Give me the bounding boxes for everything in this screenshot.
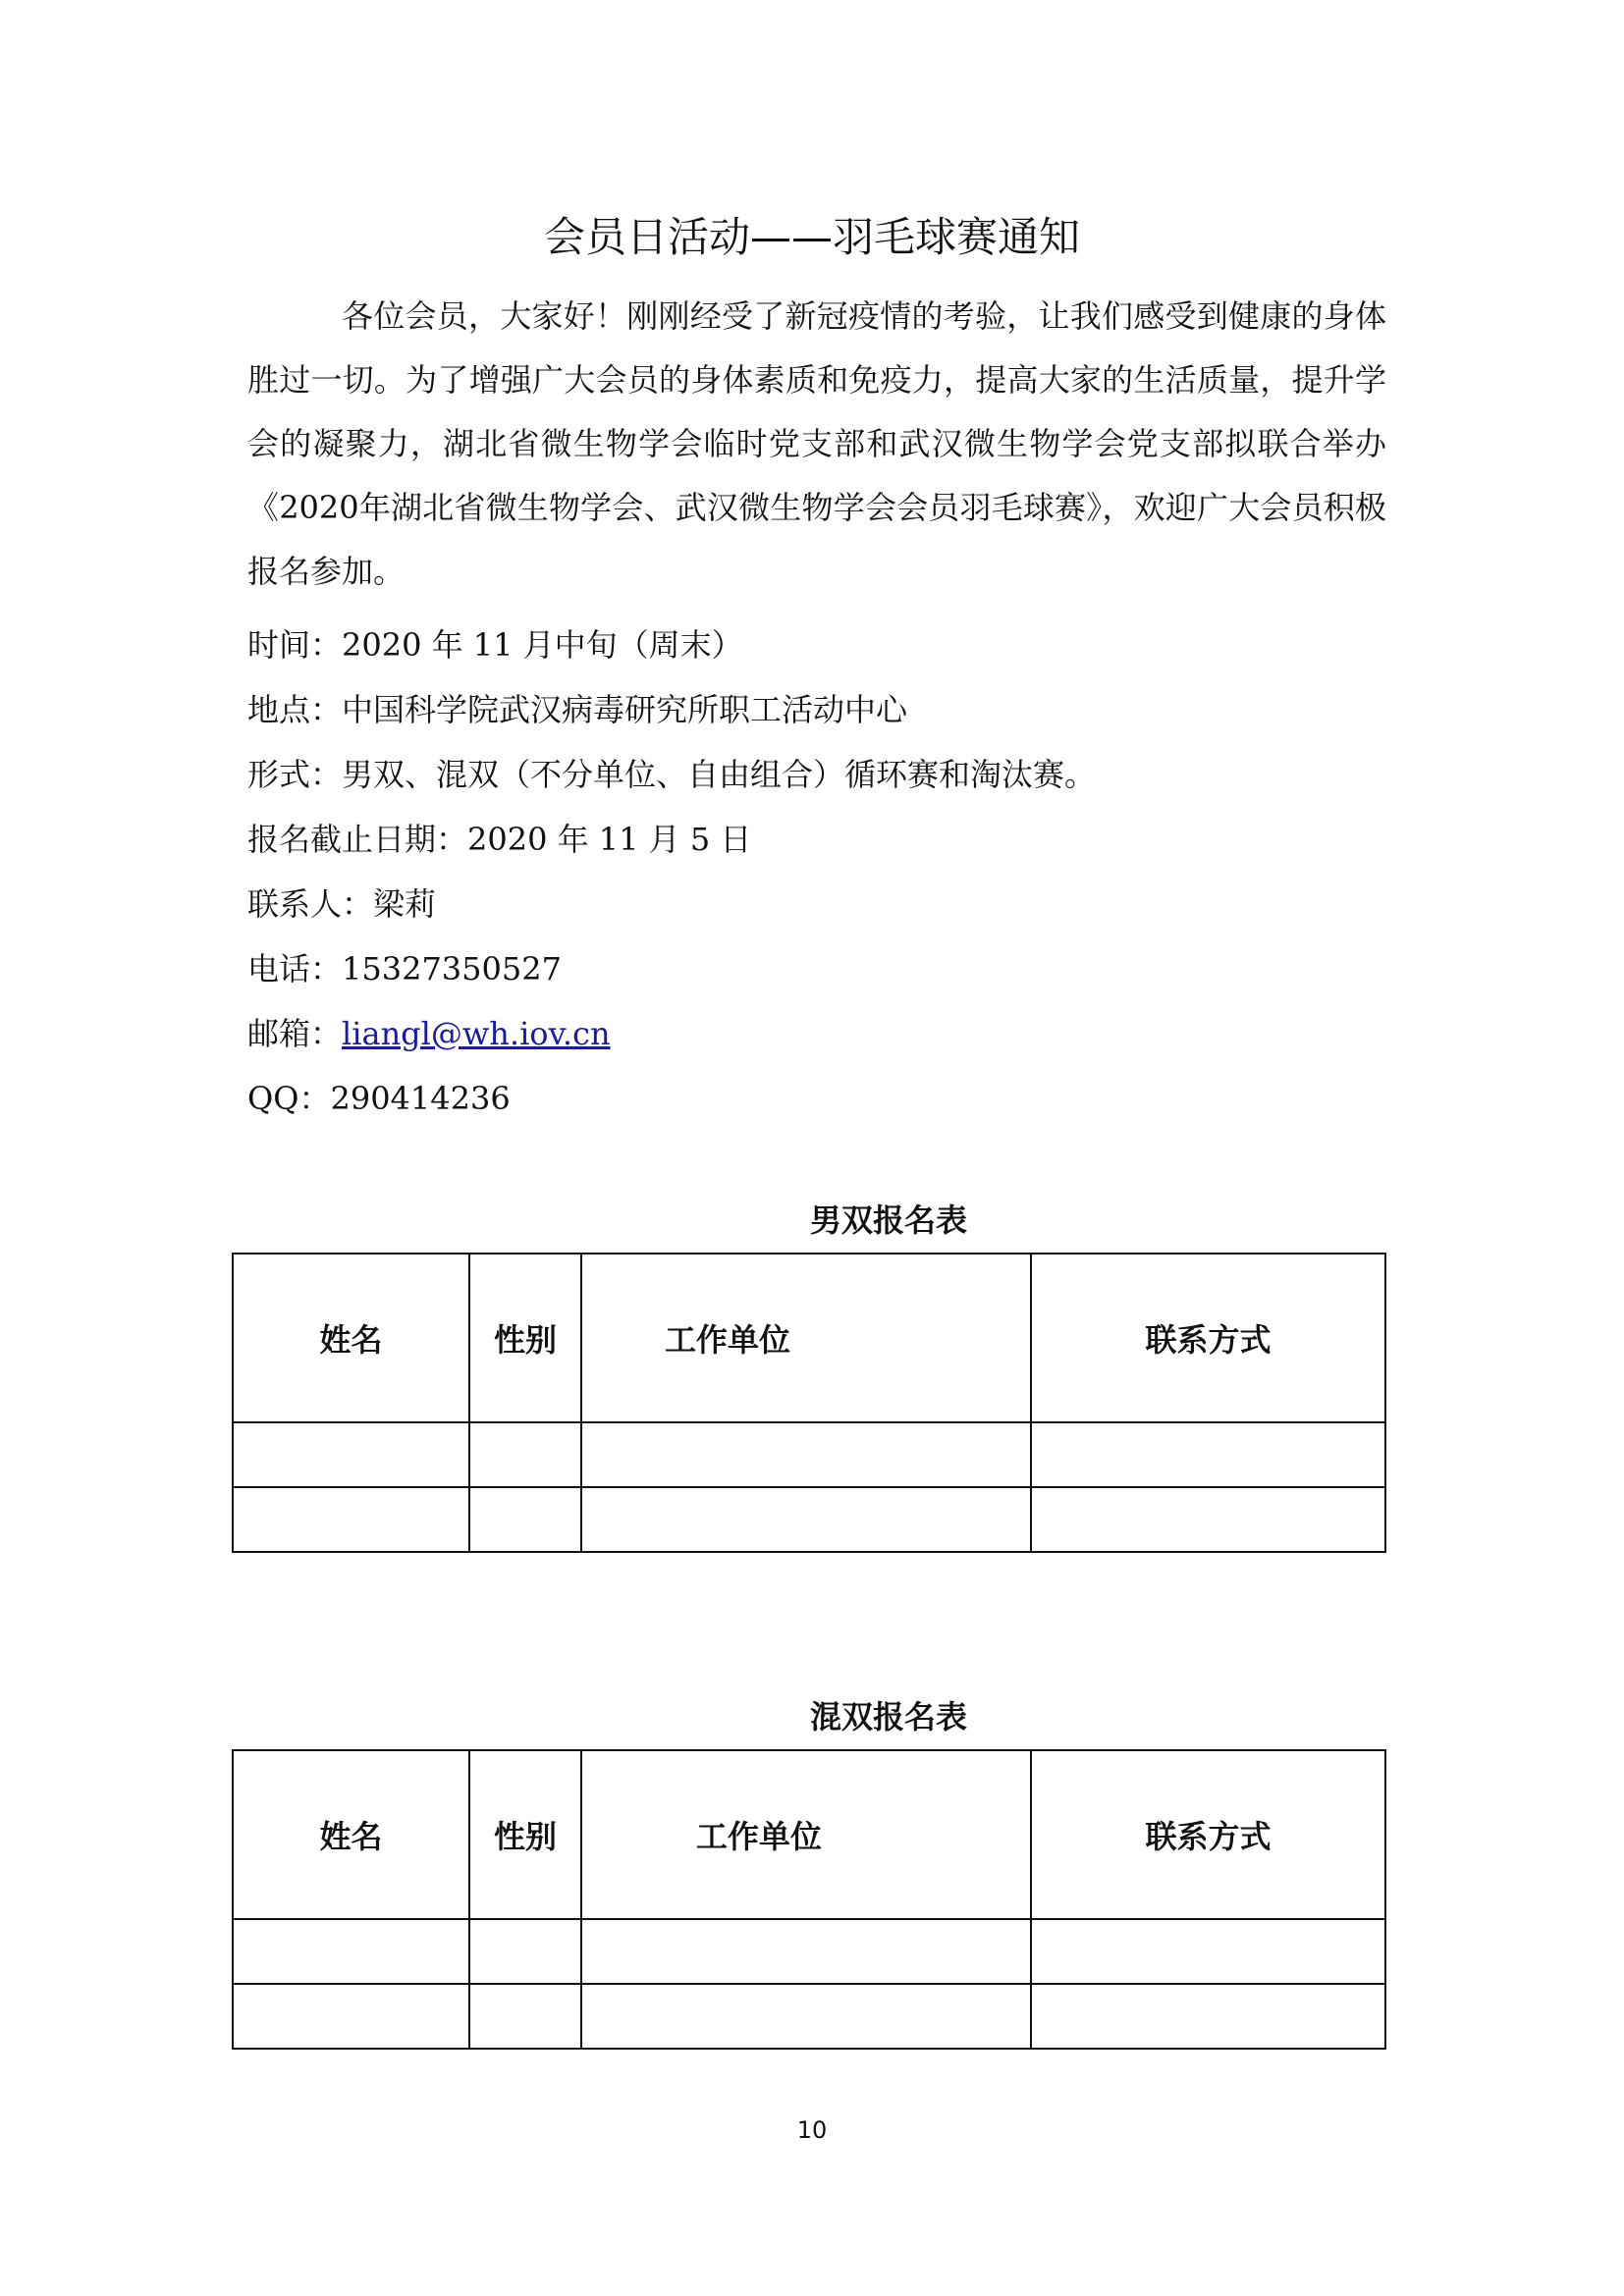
table-row: [233, 1984, 1385, 2049]
cell-unit[interactable]: [581, 1919, 1031, 1984]
header-gender: 性别: [469, 1750, 581, 1919]
table-title-mens-doubles: 男双报名表: [809, 1201, 967, 1239]
email-label: 邮箱：: [247, 1015, 343, 1052]
info-format: 形式：男双、混双（不分单位、自由组合）循环赛和淘汰赛。: [247, 756, 1097, 793]
header-name: 姓名: [233, 1750, 469, 1919]
cell-gender[interactable]: [469, 1919, 581, 1984]
header-unit: 工作单位: [581, 1750, 1031, 1919]
cell-name[interactable]: [233, 1984, 469, 2049]
email-link[interactable]: liangl@wh.iov.cn: [342, 1015, 611, 1052]
table-header-row: [233, 1254, 1385, 1422]
mixed-doubles-table: [232, 1749, 1386, 2050]
header-contact: 联系方式: [1031, 1750, 1385, 1919]
cell-name[interactable]: [233, 1487, 469, 1552]
header-gender: 性别: [469, 1254, 581, 1422]
cell-unit[interactable]: [581, 1487, 1031, 1552]
header-name: 姓名: [233, 1254, 469, 1422]
info-time: 时间：2020 年 11 月中旬（周末）: [247, 626, 743, 664]
page-number: 10: [796, 2116, 828, 2144]
cell-unit[interactable]: [581, 1984, 1031, 2049]
cell-contact[interactable]: [1031, 1487, 1385, 1552]
info-email-line: [247, 1004, 611, 1063]
info-qq: QQ：290414236: [247, 1080, 511, 1117]
header-contact: 联系方式: [1031, 1254, 1385, 1422]
cell-unit[interactable]: [581, 1422, 1031, 1487]
mens-doubles-table: [232, 1253, 1386, 1553]
info-place: 地点：中国科学院武汉病毒研究所职工活动中心: [247, 691, 908, 728]
cell-gender[interactable]: [469, 1422, 581, 1487]
cell-name[interactable]: [233, 1422, 469, 1487]
table-header-row: [233, 1750, 1385, 1919]
cell-gender[interactable]: [469, 1984, 581, 2049]
intro-paragraph: 各位会员，大家好！刚刚经受了新冠疫情的考验，让我们感受到健康的身体胜过一切。为了增强广大会员的身体素质和免疫力，提高大家的生活质量，提升学会的凝聚力，湖北省微生物学会临时党支部和武汉微生物学会党支部拟联合举办《2020年湖北省微生物学会、武汉微生物学会会员羽毛球赛》，欢迎广大会员积极报名参加。: [247, 297, 1386, 590]
cell-name[interactable]: [233, 1919, 469, 1984]
cell-contact[interactable]: [1031, 1984, 1385, 2049]
cell-gender[interactable]: [469, 1487, 581, 1552]
table-title-mixed-doubles: 混双报名表: [809, 1698, 967, 1735]
table-row: [233, 1487, 1385, 1552]
cell-contact[interactable]: [1031, 1919, 1385, 1984]
page-title: 会员日活动——羽毛球赛通知: [543, 213, 1080, 261]
info-contact: 联系人：梁莉: [247, 885, 437, 923]
table-row: [233, 1919, 1385, 1984]
info-phone: 电话：15327350527: [247, 950, 562, 988]
info-deadline: 报名截止日期：2020 年 11 月 5 日: [247, 821, 752, 858]
header-unit: 工作单位: [581, 1254, 1031, 1422]
cell-contact[interactable]: [1031, 1422, 1385, 1487]
table-row: [233, 1422, 1385, 1487]
